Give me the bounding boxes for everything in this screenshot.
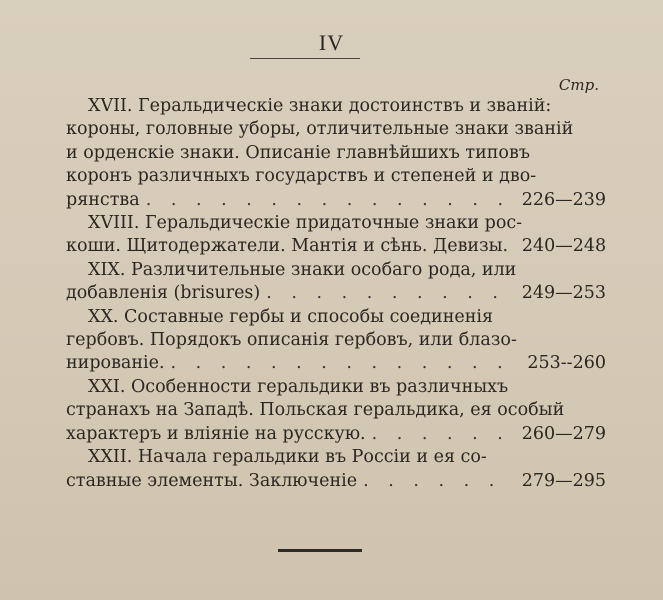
toc-entry-text: XVIII. Геральдическіе придаточные знаки рос- [88, 213, 523, 234]
dot-leader [363, 470, 514, 493]
toc-entry-text: XXI. Особенности геральдики въ различныхъ [88, 376, 509, 397]
toc-entry-text: нированіе. [66, 353, 165, 374]
toc-entry-xxi [66, 376, 606, 446]
toc-entry-text: коши. Щитодержатели. Мантія и сѣнь. Девизы. [66, 236, 509, 257]
toc-entry-text: рянства [66, 189, 140, 210]
toc-entry-text: XVII. Геральдическіе знаки достоинствъ и званій: [88, 96, 552, 116]
toc-entry-xviii [66, 212, 606, 259]
page-range: 226—239 [521, 189, 606, 210]
toc-entry-text: и орденскіе знаки. Описаніе главнѣйшихъ типовъ [66, 142, 530, 163]
page-number: IV [318, 30, 345, 55]
page-column-label: Стр. [558, 76, 599, 94]
toc-entry-text: добавленія (brisures) [66, 283, 261, 304]
toc-entry-text: гербовъ. Порядокъ описанія гербовъ, или блазо- [66, 330, 517, 351]
dot-leader [266, 282, 514, 305]
dot-leader [372, 423, 514, 446]
table-of-contents [66, 95, 606, 493]
dot-leader [171, 352, 514, 375]
page-range: 253-‑260 [527, 353, 606, 374]
closing-rule [278, 549, 362, 552]
toc-entry-xx [66, 306, 606, 376]
toc-entry-text: короны, головные уборы, отличительные знаки званій [66, 119, 574, 140]
toc-entry-xix [66, 259, 606, 306]
page-range: 240—248 [521, 236, 607, 257]
toc-entry-text: XXII. Начала геральдики въ Россіи и ея со- [88, 447, 487, 468]
toc-entry-xxii [66, 446, 606, 493]
toc-entry-text: ставные элементы. Заключеніе [66, 470, 358, 491]
dot-leader [146, 189, 514, 212]
page-range: 260—279 [521, 423, 606, 444]
toc-entry-xvii [66, 95, 606, 212]
page-range: 279—295 [521, 470, 606, 491]
toc-entry-text: XIX. Различительные знаки особаго рода, или [88, 259, 517, 280]
toc-entry-text: XX. Составные гербы и способы соединенія [88, 306, 494, 327]
header-rule [250, 58, 360, 59]
page-range: 249—253 [521, 283, 606, 304]
toc-entry-text: характеръ и вліяніе на русскую. [66, 423, 366, 444]
toc-entry-text: коронъ различныхъ государствъ и степеней и дво- [66, 166, 537, 187]
toc-entry-text: странахъ на Западѣ. Польская геральдика, ея особый [66, 400, 565, 421]
